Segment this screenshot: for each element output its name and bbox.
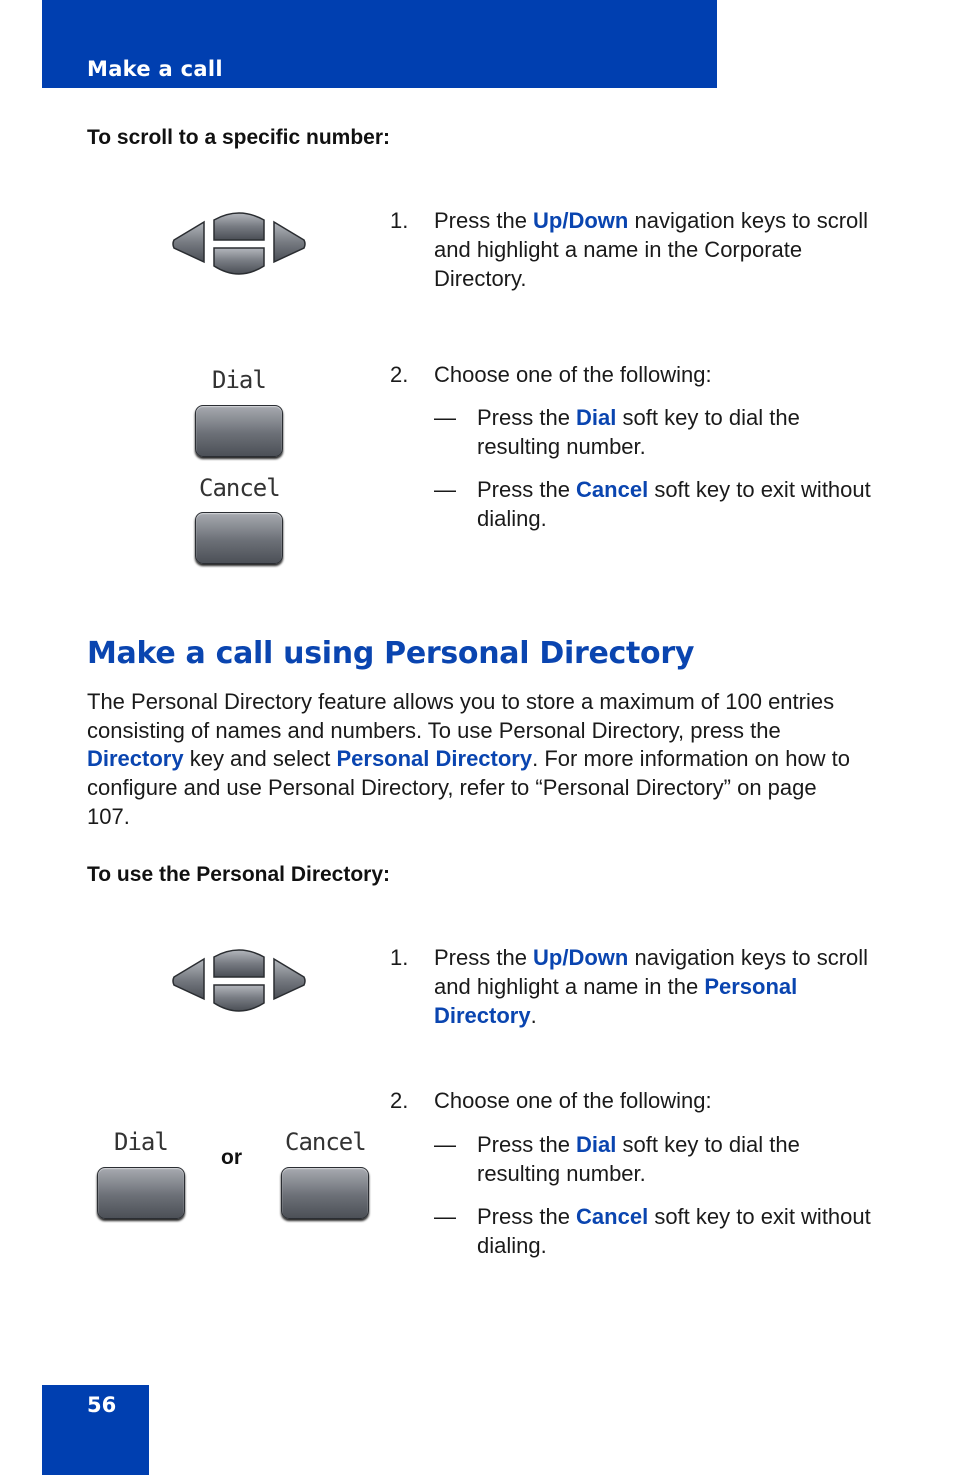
step-text: Choose one of the following: [434, 1088, 712, 1113]
step-text: Press the Up/Down navigation keys to scroll and highlight a name in the Personal Directory. [434, 945, 869, 1028]
cancel-softkey-icon [195, 512, 283, 564]
step-number: 2. [390, 362, 409, 387]
step-text: Press the Up/Down navigation keys to scroll and highlight a name in the Corporate Directory. [434, 208, 869, 291]
dial-softkey-label: Dial [212, 366, 266, 394]
step-number: 1. [390, 208, 409, 233]
step-number: 1. [390, 945, 409, 970]
navigation-keys-icon [170, 947, 308, 1017]
subheading-personal: To use the Personal Directory: [87, 863, 391, 886]
section-title: Make a call using Personal Directory [87, 636, 695, 671]
page-number: 56 [87, 1393, 117, 1417]
dial-softkey-icon [97, 1167, 185, 1219]
subheading-scroll: To scroll to a specific number: [87, 126, 391, 149]
header-bar [42, 0, 717, 88]
dial-softkey-label: Dial [114, 1128, 168, 1156]
step-text: Choose one of the following: [434, 362, 712, 387]
cancel-softkey-label: Cancel [199, 474, 280, 502]
or-label: or [221, 1146, 242, 1169]
header-title: Make a call [87, 57, 223, 81]
cancel-softkey-icon [281, 1167, 369, 1219]
intro-paragraph: The Personal Directory feature allows you to store a maximum of 100 entries consisting of names and numbers. To use Personal Directory, press the Directory key and select Personal Directory. For more information on how to configure and use Personal Directory, refer to “Personal Directory” on page 107. [87, 689, 851, 829]
navigation-keys-icon [170, 210, 308, 280]
footer-bar [42, 1385, 149, 1475]
dial-softkey-icon [195, 405, 283, 457]
step-number: 2. [390, 1088, 409, 1113]
cancel-softkey-label: Cancel [285, 1128, 366, 1156]
